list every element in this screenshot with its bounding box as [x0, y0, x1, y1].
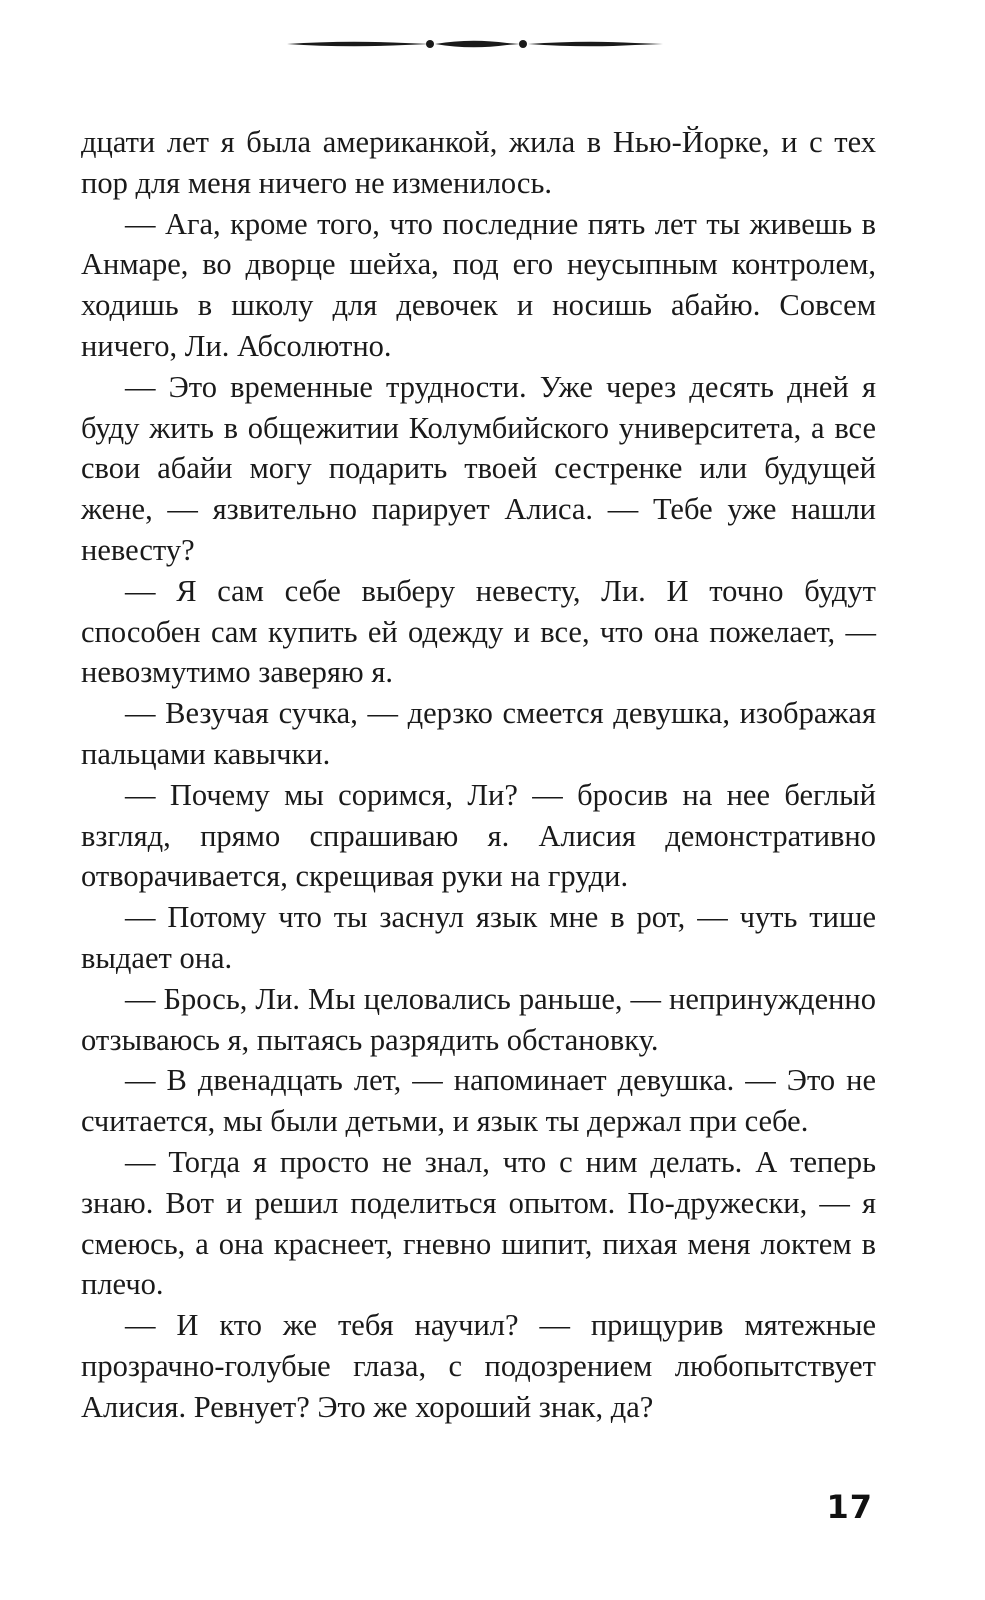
page-number: 17: [826, 1488, 873, 1526]
paragraph: — Брось, Ли. Мы целовались раньше, — непринужденно отзываюсь я, пытаясь разрядить обстановку.: [81, 981, 876, 1057]
paragraph: — Потому что ты заснул язык мне в рот, — чуть тише выдает она.: [81, 900, 876, 975]
paragraph: — Везучая сучка, — дерзко смеется девушка, изображая пальцами кавычки.: [81, 696, 876, 771]
paragraph: — Это временные трудности. Уже через десять дней я буду жить в общежитии Колумбийского университета, а все свои абайи могу подарить твоей сестренке или будущей жене, — язвительно парирует Алиса. — Тебе уже нашли невесту?: [81, 369, 876, 567]
paragraph: — И кто же тебя научил? — прищурив мятежные прозрачно-голубые глаза, с подозрением любопытствует Алисия. Ревнует? Это же хороший знак, да?: [81, 1308, 876, 1424]
paragraph: — Я сам себе выберу невесту, Ли. И точно будут способен сам купить ей одежду и все, что она пожелает, — невозмутимо заверяю я.: [81, 573, 876, 690]
paragraph: — Ага, кроме того, что последние пять лет ты живешь в Анмаре, во дворце шейха, под его неусыпным контролем, ходишь в школу для девочек и носишь абайю. Совсем ничего, Ли. Абсолютно.: [81, 206, 876, 363]
paragraph: — Почему мы соримся, Ли? — бросив на нее беглый взгляд, прямо спрашиваю я. Алисия демонстративно отворачивается, скрещивая руки на груди.: [81, 777, 876, 894]
paragraph: дцати лет я была американкой, жила в Нью-Йорке, и с тех пор для меня ничего не изменилось.: [81, 125, 876, 200]
paragraph: — Тогда я просто не знал, что с ним делать. А теперь знаю. Вот и решил поделиться опытом. По-дружески, — я смеюсь, а она краснеет, гневно шипит, пихая меня локтем в плечо.: [81, 1144, 876, 1302]
paragraph: — В двенадцать лет, — напоминает девушка. — Это не считается, мы были детьми, и язык ты держал при себе.: [81, 1063, 876, 1139]
decorative-ornament-divider: [285, 30, 665, 58]
body-text: [81, 122, 876, 1428]
